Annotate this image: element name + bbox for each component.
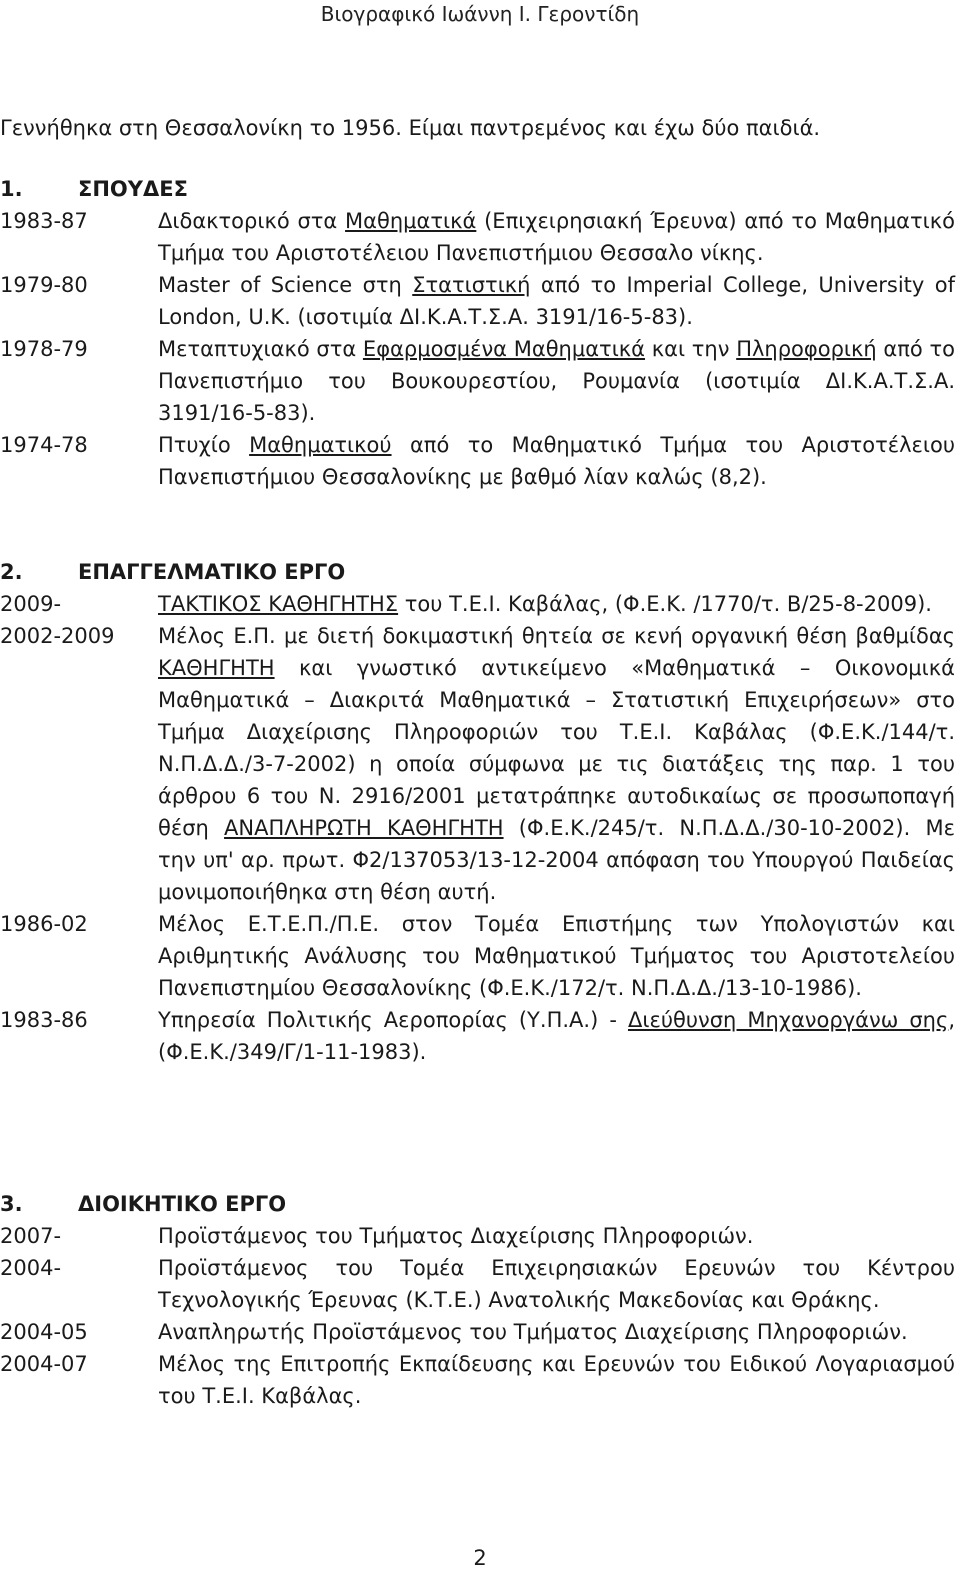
entry-text <box>158 333 955 429</box>
text-run: Προϊστάμενος του Τμήματος Διαχείρισης Πληροφοριών. <box>158 1224 754 1248</box>
entry-row <box>0 205 955 269</box>
section-heading: ΕΠΑΓΓΕΛΜΑΤΙΚΟ ΕΡΓΟ <box>78 560 346 584</box>
underlined-term: Πληροφορική <box>736 337 877 361</box>
text-run: του Τ.Ε.Ι. Καβάλας, (Φ.Ε.Κ. /1770/τ. Β/25-8-2009). <box>398 592 932 616</box>
page-number: 2 <box>473 1546 487 1570</box>
section-administrative-work <box>0 1188 955 1412</box>
underlined-term: ΚΑΘΗΓΗΤΗ <box>158 656 275 680</box>
text-run: (Φ.Ε.Κ./245/τ. Ν.Π.Δ.Δ./30-10-2002). Με την υπ' αρ. πρωτ. Φ2/137053/13-12-2004 απόφαση του Υπουργού Παιδείας μονιμοποιήθηκα στη θέση αυτή. <box>158 816 955 904</box>
entry-year: 1983-86 <box>0 1008 88 1032</box>
section-professional-work <box>0 556 955 1068</box>
entry-text <box>158 1220 955 1252</box>
text-run: και γνωστικό αντικείμενο «Μαθηματικά – Οικονομικά Μαθηματικά – Διακριτά Μαθηματικά – Στατιστική Επιχειρήσεων» στο Τμήμα Διαχείρισης Πληροφοριών του Τ.Ε.Ι. Καβάλας (Φ.Ε.Κ./144/τ. Ν.Π.Δ.Δ./3-7-2002) η οποία σύμφωνα με τις διατάξεις της παρ. 1 του άρθρου 6 του Ν. 2916/2001 μετατράπηκε αυτοδικαίως σε προσωποπαγή θέση <box>158 656 955 840</box>
entry-row <box>0 269 955 333</box>
section-studies <box>0 173 955 493</box>
entry-text <box>158 620 955 908</box>
entry-row <box>0 429 955 493</box>
entry-row <box>0 588 955 620</box>
section-title <box>0 1188 955 1220</box>
entry-text <box>158 269 955 333</box>
entry-text <box>158 205 955 269</box>
text-run: από το Πανεπιστήμιο του Βουκουρεστίου, Ρουμανία (ισοτιμία ΔΙ.Κ.Α.Τ.Σ.Α. 3191/16-5-83). <box>158 337 955 425</box>
entry-text <box>158 1316 955 1348</box>
text-run: Υπηρεσία Πολιτικής Αεροπορίας (Υ.Π.Α.) - <box>158 1008 628 1032</box>
entry-text <box>158 908 955 1004</box>
section-title <box>0 173 955 205</box>
page-header: Βιογραφικό Ιωάννη Ι. Γεροντίδη <box>320 2 640 26</box>
text-run: Προϊστάμενος του Τομέα Επιχειρησιακών Ερευνών του Κέντρου Τεχνολογικής Έρευνας (Κ.Τ.Ε.) Ανατολικής Μακεδονίας και Θράκης. <box>158 1256 955 1312</box>
entry-list <box>0 588 955 1068</box>
entry-year: 1979-80 <box>0 273 88 297</box>
entry-year: 2002-2009 <box>0 624 115 648</box>
text-run: από το Imperial College, University of London, U.K. (ισοτιμία ΔΙ.Κ.Α.Τ.Σ.Α. 3191/16-5-83). <box>158 273 955 329</box>
entry-row <box>0 1348 955 1412</box>
entry-year: 2004-07 <box>0 1352 88 1376</box>
entry-row <box>0 1004 955 1068</box>
entry-text <box>158 429 955 493</box>
section-number: 1. <box>0 177 23 201</box>
text-run: , (Φ.Ε.Κ./349/Γ/1-11-1983). <box>158 1008 956 1064</box>
entry-year: 1986-02 <box>0 912 88 936</box>
text-run: Μέλος Ε.Τ.Ε.Π./Π.Ε. στον Τομέα Επιστήμης των Υπολογιστών και Αριθμητικής Ανάλυσης του Μαθηματικού Τμήματος του Αριστοτελείου Πανεπιστημίου Θεσσαλονίκης (Φ.Ε.Κ./172/τ. Ν.Π.Δ.Δ./13-10-1986). <box>158 912 955 1000</box>
entry-text <box>158 588 955 620</box>
text-run: (Επιχειρησιακή Έρευνα) από το Μαθηματικό Τμήμα του Αριστοτέλειου Πανεπιστήμιου Θεσσαλο νίκης. <box>158 209 955 265</box>
text-run: Διδακτορικό στα <box>158 209 346 233</box>
text-run: Αναπληρωτής Προϊστάμενος του Τμήματος Διαχείρισης Πληροφοριών. <box>158 1320 908 1344</box>
section-title <box>0 556 955 588</box>
entry-year: 2009- <box>0 592 62 616</box>
entry-row <box>0 908 955 1004</box>
entry-year: 2004- <box>0 1256 62 1280</box>
entry-row <box>0 1252 955 1316</box>
entry-list <box>0 1220 955 1412</box>
entry-row <box>0 1316 955 1348</box>
text-run: από το Μαθηματικό Τμήμα του Αριστοτέλειου Πανεπιστήμιου Θεσσαλονίκης με βαθμό λίαν καλώς (8,2). <box>158 433 955 489</box>
text-run: Μέλος της Επιτροπής Εκπαίδευσης και Ερευνών του Ειδικού Λογαριασμού του Τ.Ε.Ι. Καβάλας. <box>158 1352 955 1408</box>
entry-year: 1974-78 <box>0 433 88 457</box>
section-heading: ΔΙΟΙΚΗΤΙΚΟ ΕΡΓΟ <box>78 1192 287 1216</box>
section-number: 2. <box>0 560 23 584</box>
underlined-term: Διεύθυνση Μηχανοργάνω σης <box>628 1008 949 1032</box>
entry-text <box>158 1252 955 1316</box>
text-run: Μέλος Ε.Π. με διετή δοκιμαστική θητεία σε κενή οργανική θέση βαθμίδας <box>158 624 955 648</box>
text-run: Master of Science στη <box>158 273 413 297</box>
underlined-term: Μαθηματικά <box>345 209 477 233</box>
section-number: 3. <box>0 1192 23 1216</box>
text-run: και την <box>645 337 737 361</box>
underlined-term: ΑΝΑΠΛΗΡΩΤΗ ΚΑΘΗΓΗΤΗ <box>224 816 504 840</box>
entry-year: 1978-79 <box>0 337 88 361</box>
entry-row <box>0 1220 955 1252</box>
entry-year: 1983-87 <box>0 209 88 233</box>
underlined-term: Εφαρμοσμένα Μαθηματικά <box>362 337 646 361</box>
section-heading: ΣΠΟΥΔΕΣ <box>78 177 188 201</box>
text-run: Μεταπτυχιακό στα <box>158 337 363 361</box>
entry-row <box>0 620 955 908</box>
entry-row <box>0 333 955 429</box>
entry-list <box>0 205 955 493</box>
entry-year: 2007- <box>0 1224 62 1248</box>
underlined-term: Στατιστική <box>412 273 531 297</box>
entry-text <box>158 1348 955 1412</box>
entry-text <box>158 1004 955 1068</box>
text-run: Πτυχίο <box>158 433 250 457</box>
underlined-term: Μαθηματικού <box>249 433 392 457</box>
underlined-term: ΤΑΚΤΙΚΟΣ ΚΑΘΗΓΗΤΗΣ <box>158 592 399 616</box>
intro-paragraph: Γεννήθηκα στη Θεσσαλονίκη το 1956. Είμαι παντρεμένος και έχω δύο παιδιά. <box>0 116 821 140</box>
entry-year: 2004-05 <box>0 1320 88 1344</box>
